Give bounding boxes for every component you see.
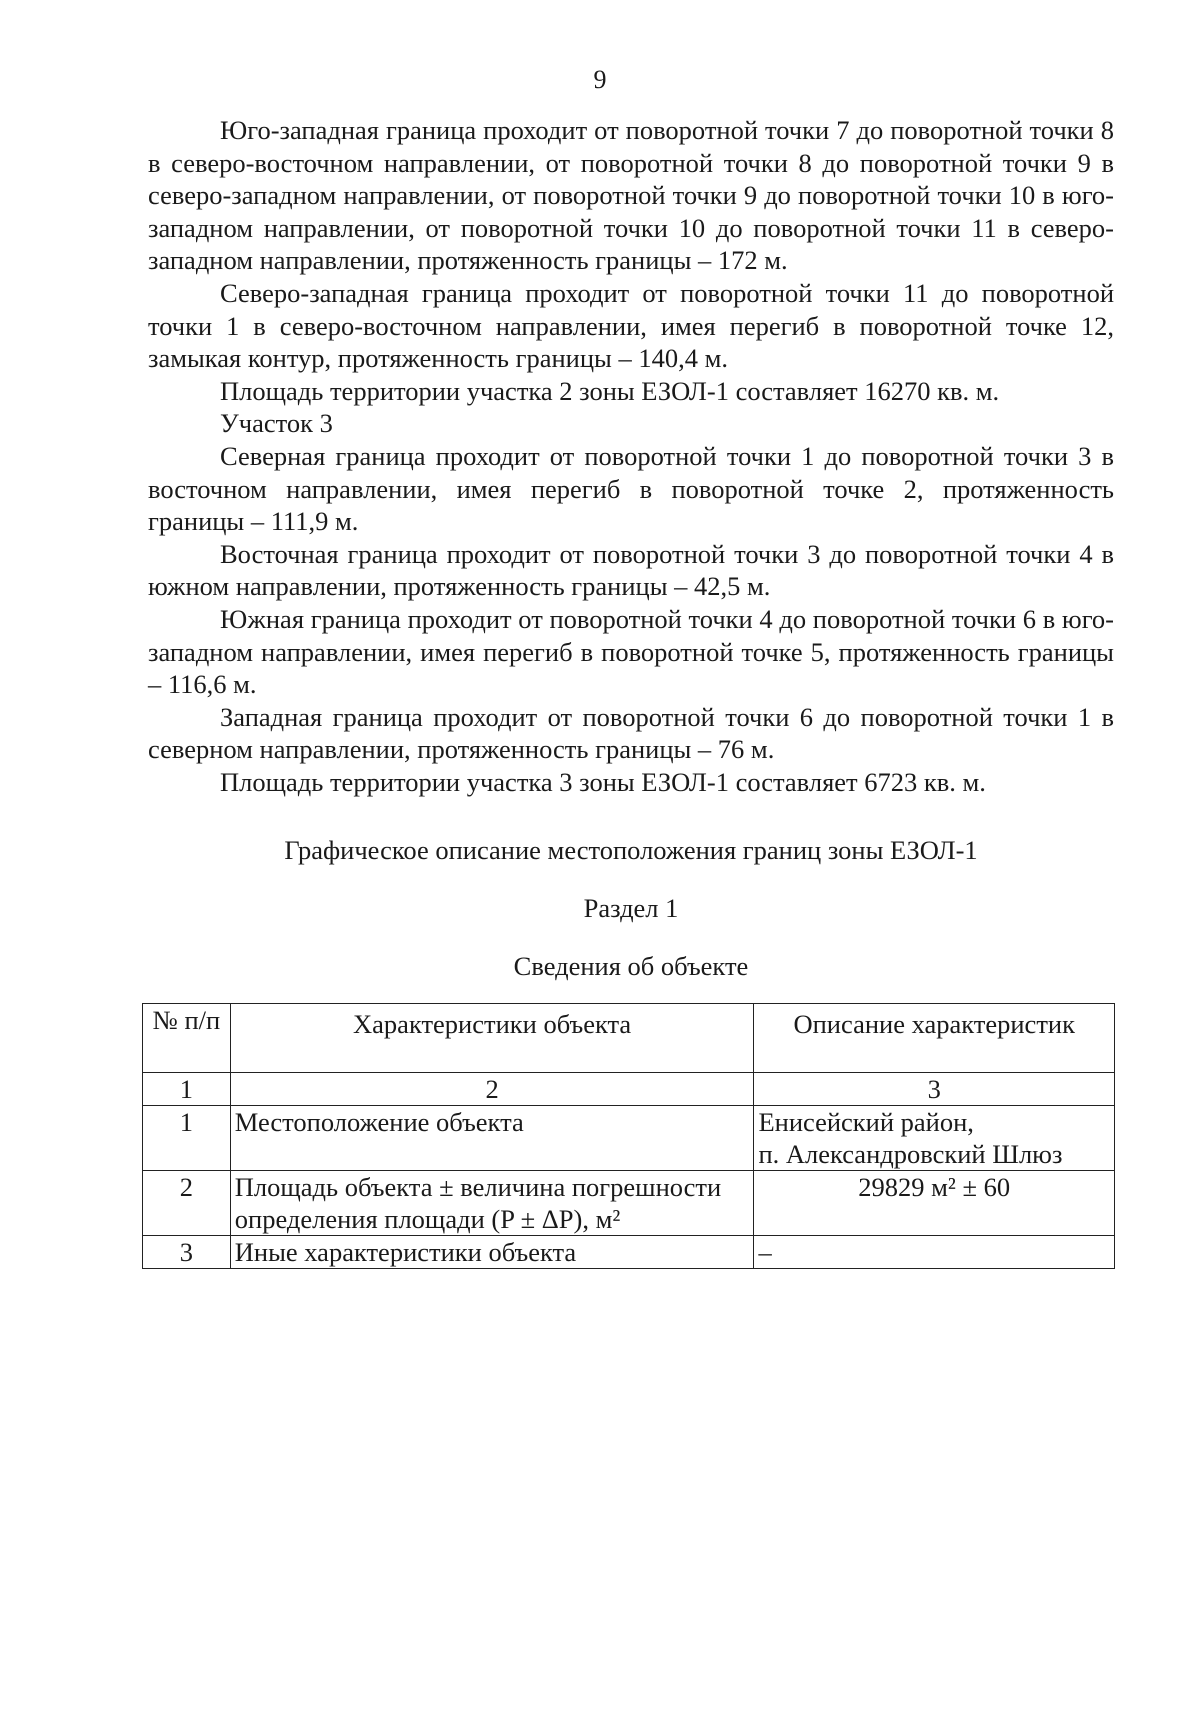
row-value-line: Енисейский район, bbox=[758, 1107, 974, 1137]
paragraph-southwest-boundary: Юго-западная граница проходит от поворотной точки 7 до поворотной точки 8 в северо-восточном направлении, от поворотной точки 8 до поворотной точки 9 в северо-западном направлении, от поворотной точки 9 до поворотной точки 10 в юго-западном направлении, от поворотной точки 10 до поворотной точки 11 в северо-западном направлении, протяженность границы – 172 м. bbox=[148, 115, 1114, 276]
table-row bbox=[143, 1236, 1115, 1269]
table-row bbox=[143, 1171, 1115, 1236]
paragraph-northwest-boundary: Северо-западная граница проходит от поворотной точки 11 до поворотной точки 1 в северо-восточном направлении, имея перегиб в поворотной точке 12, замыкая контур, протяженность границы – 140,4 м. bbox=[148, 277, 1114, 374]
row-num: 2 bbox=[143, 1171, 231, 1236]
section-heading: Раздел 1 bbox=[583, 893, 679, 923]
table-header-row bbox=[143, 1004, 1115, 1073]
row-num: 1 bbox=[143, 1106, 231, 1171]
paragraph-south-boundary: Южная граница проходит от поворотной точки 4 до поворотной точки 6 в юго-западном направлении, имея перегиб в поворотной точке 5, протяженность границы – 116,6 м. bbox=[148, 603, 1114, 700]
row-characteristic: Иные характеристики объекта bbox=[230, 1236, 754, 1269]
header-description: Описание характеристик bbox=[754, 1004, 1115, 1073]
row-value: 29829 м² ± 60 bbox=[754, 1171, 1115, 1236]
table-row bbox=[143, 1106, 1115, 1171]
object-info-table bbox=[142, 1003, 1115, 1269]
row-num: 3 bbox=[143, 1236, 231, 1269]
row-value: – bbox=[754, 1236, 1115, 1269]
table-column-numbers-row bbox=[143, 1073, 1115, 1106]
document-body bbox=[148, 114, 1114, 798]
row-characteristic: Площадь объекта ± величина погрешности определения площади (P ± ΔP), м² bbox=[230, 1171, 754, 1236]
plot-3-title: Участок 3 bbox=[220, 408, 333, 439]
paragraph-area-plot-2: Площадь территории участка 2 зоны ЕЗОЛ-1 составляет 16270 кв. м. bbox=[220, 375, 1000, 406]
column-number: 3 bbox=[754, 1073, 1115, 1106]
paragraph-east-boundary: Восточная граница проходит от поворотной точки 3 до поворотной точки 4 в южном направлении, протяженность границы – 42,5 м. bbox=[148, 538, 1114, 602]
graphic-description-heading: Графическое описание местоположения границ зоны ЕЗОЛ-1 bbox=[284, 835, 978, 865]
column-number: 1 bbox=[143, 1073, 231, 1106]
header-num: № п/п bbox=[143, 1004, 231, 1073]
page-number: 9 bbox=[593, 65, 607, 94]
row-value-line: п. Александровский Шлюз bbox=[758, 1139, 1063, 1169]
paragraph-area-plot-3: Площадь территории участка 3 зоны ЕЗОЛ-1 составляет 6723 кв. м. bbox=[220, 766, 986, 797]
paragraph-north-boundary: Северная граница проходит от поворотной точки 1 до поворотной точки 3 в восточном направлении, имея перегиб в поворотной точке 2, протяженность границы – 111,9 м. bbox=[148, 440, 1114, 537]
header-characteristics: Характеристики объекта bbox=[230, 1004, 754, 1073]
paragraph-west-boundary: Западная граница проходит от поворотной точки 6 до поворотной точки 1 в северном направлении, протяженность границы – 76 м. bbox=[148, 701, 1114, 765]
object-info-heading: Сведения об объекте bbox=[513, 951, 749, 981]
row-characteristic: Местоположение объекта bbox=[230, 1106, 754, 1171]
row-value bbox=[754, 1106, 1115, 1171]
column-number: 2 bbox=[230, 1073, 754, 1106]
